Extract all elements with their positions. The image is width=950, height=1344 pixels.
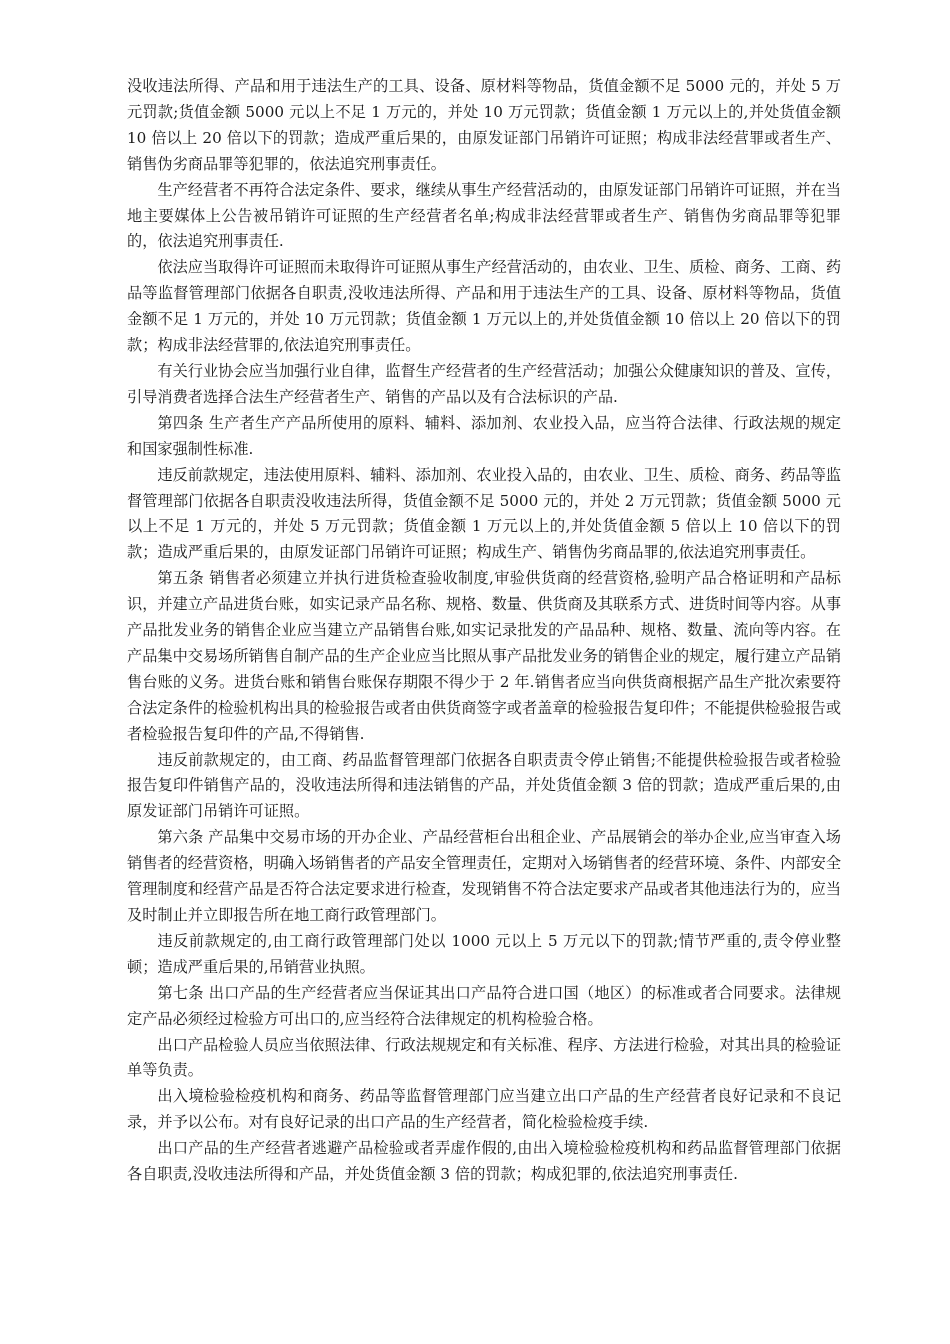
article-4-paragraph: 第四条 生产者生产产品所使用的原料、辅料、添加剂、农业投入品，应当符合法律、行政法规的规定和国家强制性标准. (127, 413, 841, 458)
paragraph-12: 出口产品检验人员应当依照法律、行政法规规定和有关标准、程序、方法进行检验，对其出具的检验证单等负责。 (127, 1035, 841, 1080)
document-page (127, 74, 841, 1188)
paragraph-8: 违反前款规定的，由工商、药品监督管理部门依据各自职责责令停止销售;不能提供检验报告或者检验报告复印件销售产品的，没收违法所得和违法销售的产品，并处货值金额 3 倍的罚款；造成严重后果的,由原发证部门吊销许可证照。 (127, 750, 841, 821)
article-5-paragraph: 第五条 销售者必须建立并执行进货检查验收制度,审验供货商的经营资格,验明产品合格证明和产品标识，并建立产品进货台账，如实记录产品名称、规格、数量、供货商及其联系方式、进货时间等内容。从事产品批发业务的销售企业应当建立产品销售台账,如实记录批发的产品品种、规格、数量、流向等内容。在产品集中交易场所销售自制产品的生产企业应当比照从事产品批发业务的销售企业的规定，履行建立产品销售台账的义务。进货台账和销售台账保存期限不得少于 2 年.销售者应当向供货商根据产品生产批次索要符合法定条件的检验机构出具的检验报告或者由供货商签字或者盖章的检验报告复印件；不能提供检验报告或者检验报告复印件的产品,不得销售. (127, 569, 841, 743)
paragraph-2: 生产经营者不再符合法定条件、要求，继续从事生产经营活动的，由原发证部门吊销许可证照，并在当地主要媒体上公告被吊销许可证照的生产经营者名单;构成非法经营罪或者生产、销售伪劣商品罪等犯罪的，依法追究刑事责任. (127, 180, 841, 251)
paragraph-4: 有关行业协会应当加强行业自律，监督生产经营者的生产经营活动；加强公众健康知识的普及、宣传，引导消费者选择合法生产经营者生产、销售的产品以及有合法标识的产品. (127, 361, 841, 406)
paragraph-3: 依法应当取得许可证照而未取得许可证照从事生产经营活动的，由农业、卫生、质检、商务、工商、药品等监督管理部门依据各自职责,没收违法所得、产品和用于违法生产的工具、设备、原材料等物品，货值金额不足 1 万元的，并处 10 万元罚款；货值金额 1 万元以上的,并处货值金额 10 倍以上 20 倍以下的罚款；构成非法经营罪的,依法追究刑事责任。 (127, 258, 841, 355)
paragraph-14: 出口产品的生产经营者逃避产品检验或者弄虚作假的,由出入境检验检疫机构和药品监督管理部门依据各自职责,没收违法所得和产品，并处货值金额 3 倍的罚款；构成犯罪的,依法追究刑事责任. (127, 1139, 841, 1184)
paragraph-10: 违反前款规定的,由工商行政管理部门处以 1000 元以上 5 万元以下的罚款;情节严重的,责令停业整顿；造成严重后果的,吊销营业执照。 (127, 931, 841, 976)
paragraph-6: 违反前款规定，违法使用原料、辅料、添加剂、农业投入品的，由农业、卫生、质检、商务、药品等监督管理部门依据各自职责没收违法所得，货值金额不足 5000 元的，并处 2 万元罚款；货值金额 5000 元以上不足 1 万元的，并处 5 万元罚款；货值金额 1 万元以上的,并处货值金额 5 倍以上 10 倍以下的罚款；造成严重后果的，由原发证部门吊销许可证照；构成生产、销售伪劣商品罪的,依法追究刑事责任。 (127, 465, 841, 562)
article-7-paragraph: 第七条 出口产品的生产经营者应当保证其出口产品符合进口国（地区）的标准或者合同要求。法律规定产品必须经过检验方可出口的,应当经符合法律规定的机构检验合格。 (127, 983, 841, 1028)
article-6-paragraph: 第六条 产品集中交易市场的开办企业、产品经营柜台出租企业、产品展销会的举办企业,应当审查入场销售者的经营资格，明确入场销售者的产品安全管理责任，定期对入场销售者的经营环境、条件、内部安全管理制度和经营产品是否符合法定要求进行检查，发现销售不符合法定要求产品或者其他违法行为的，应当及时制止并立即报告所在地工商行政管理部门。 (127, 828, 841, 924)
paragraph-13: 出入境检验检疫机构和商务、药品等监督管理部门应当建立出口产品的生产经营者良好记录和不良记录，并予以公布。对有良好记录的出口产品的生产经营者，简化检验检疫手续. (127, 1087, 841, 1132)
paragraph-1: 没收违法所得、产品和用于违法生产的工具、设备、原材料等物品，货值金额不足 5000 元的，并处 5 万元罚款;货值金额 5000 元以上不足 1 万元的，并处 10 万元罚款；货值金额 1 万元以上的,并处货值金额 10 倍以上 20 倍以下的罚款；造成严重后果的，由原发证部门吊销许可证照；构成非法经营罪或者生产、销售伪劣商品罪等犯罪的，依法追究刑事责任。 (127, 77, 841, 173)
